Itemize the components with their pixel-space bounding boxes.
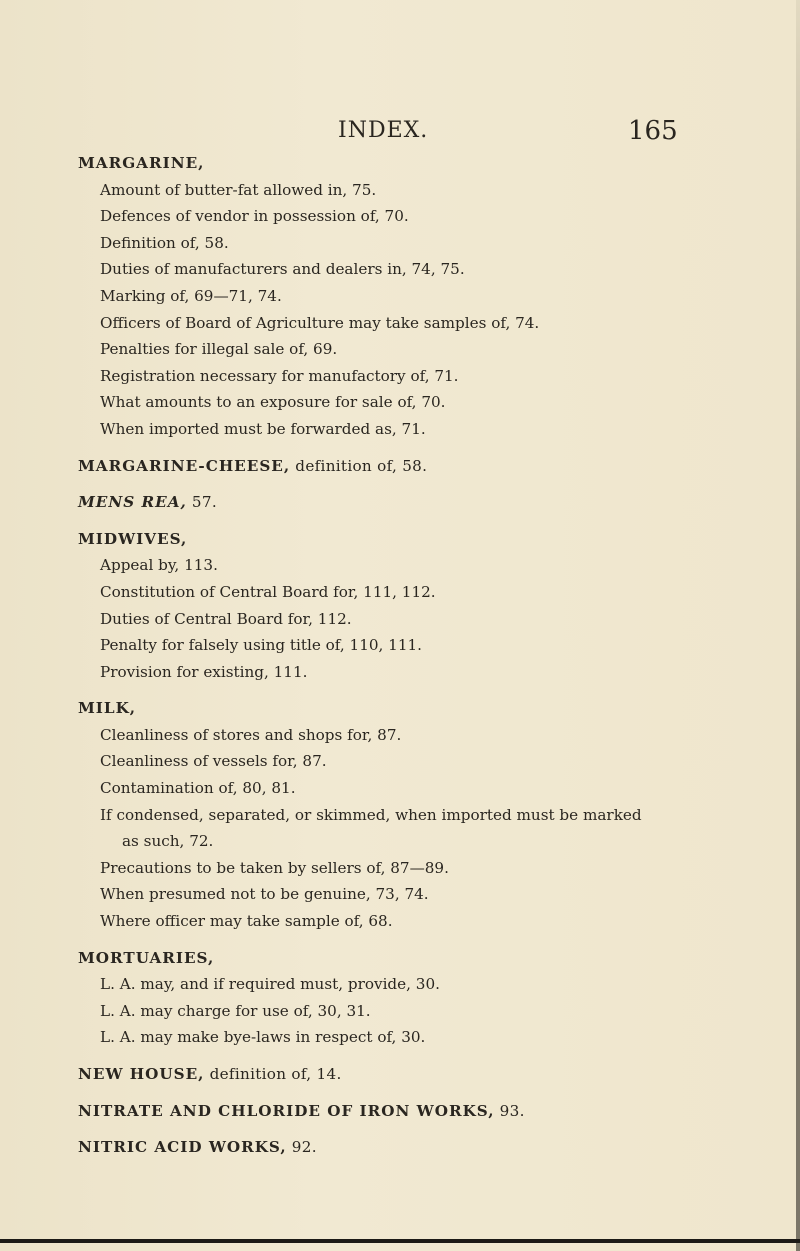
running-title: INDEX. [338,118,429,143]
subentry: Where officer may take sample of, 68. [100,912,393,931]
entry-heading-rest: definition of, 58. [290,456,428,475]
subentry: Registration necessary for manufactory of, 71. [100,366,459,385]
subentry: When imported must be forwarded as, 71. [100,419,426,438]
index-entry-milk [78,695,778,934]
subentry: Precautions to be taken by sellers of, 87—89. [100,858,449,877]
page-header [0,118,800,148]
subentry-multiline [78,802,778,855]
subentry: Defences of vendor in possession of, 70. [100,207,409,226]
entry-heading [78,1134,778,1161]
entry-heading [78,945,778,972]
entry-headword: NITRATE AND CHLORIDE OF IRON WORKS, [78,1101,495,1120]
entry-heading [78,1098,778,1125]
index-entry-midwives [78,526,778,686]
subentry: Appeal by, 113. [100,556,218,575]
entry-heading [78,526,778,553]
index-entry-nitrate-chloride-iron-works [78,1098,778,1125]
entry-heading [78,1061,778,1088]
entry-heading-rest: 92. [286,1138,317,1157]
subentry: Duties of manufacturers and dealers in, 74, 75. [100,260,465,279]
entry-headword: MIDWIVES, [78,529,188,548]
entry-heading [78,150,778,177]
entry-heading [78,453,778,480]
subentry: Provision for existing, 111. [100,662,308,681]
index-entry-mortuaries [78,945,778,1051]
entry-heading [78,695,778,722]
entry-headword: MARGARINE-CHEESE, [78,456,291,475]
entry-headword: MILK, [78,699,137,718]
subentry: What amounts to an exposure for sale of, 70. [100,393,446,412]
subentry: Officers of Board of Agriculture may take samples of, 74. [100,313,540,332]
subentry: Cleanliness of vessels for, 87. [100,752,327,771]
subentry: Definition of, 58. [100,233,229,252]
page-number: 165 [628,116,678,146]
subentry: Penalty for falsely using title of, 110, 111. [100,636,422,655]
subentry-continuation: as such, 72. [122,832,214,851]
index-entry-margarine [78,150,778,443]
index-entry-new-house [78,1061,778,1088]
entry-headword: NITRIC ACID WORKS, [78,1138,287,1157]
entry-heading [78,489,778,516]
subentry: L. A. may, and if required must, provide, 30. [100,975,440,994]
subentry: Duties of Central Board for, 112. [100,609,352,628]
entry-headword: NEW HOUSE, [78,1065,205,1083]
subentry: Contamination of, 80, 81. [100,779,296,798]
subentry: Amount of butter-fat allowed in, 75. [100,180,377,199]
entry-heading-rest: definition of, 14. [204,1065,342,1083]
entry-heading-rest: 93. [494,1101,525,1120]
entry-headword: MORTUARIES, [78,948,215,967]
entry-headword: MENS REA, [78,493,187,512]
subentry: When presumed not to be genuine, 73, 74. [100,885,429,904]
entry-headword: MARGARINE, [78,154,205,172]
index-entry-nitric-acid-works [78,1134,778,1161]
subentry: L. A. may charge for use of, 30, 31. [100,1001,371,1020]
subentry: Marking of, 69—71, 74. [100,286,282,305]
bottom-edge-rule [0,1239,800,1243]
subentry: Penalties for illegal sale of, 69. [100,340,338,359]
index-entry-margarine-cheese [78,453,778,480]
subentry-line: If condensed, separated, or skimmed, when imported must be marked [100,805,642,824]
entry-heading-rest: 57. [186,493,217,512]
subentry: Cleanliness of stores and shops for, 87. [100,725,402,744]
page-edge-shadow [796,0,800,1251]
subentry: L. A. may make bye-laws in respect of, 30. [100,1028,426,1047]
index-entries [78,150,778,1171]
index-entry-mens-rea [78,489,778,516]
subentry: Constitution of Central Board for, 111, 112. [100,582,436,601]
